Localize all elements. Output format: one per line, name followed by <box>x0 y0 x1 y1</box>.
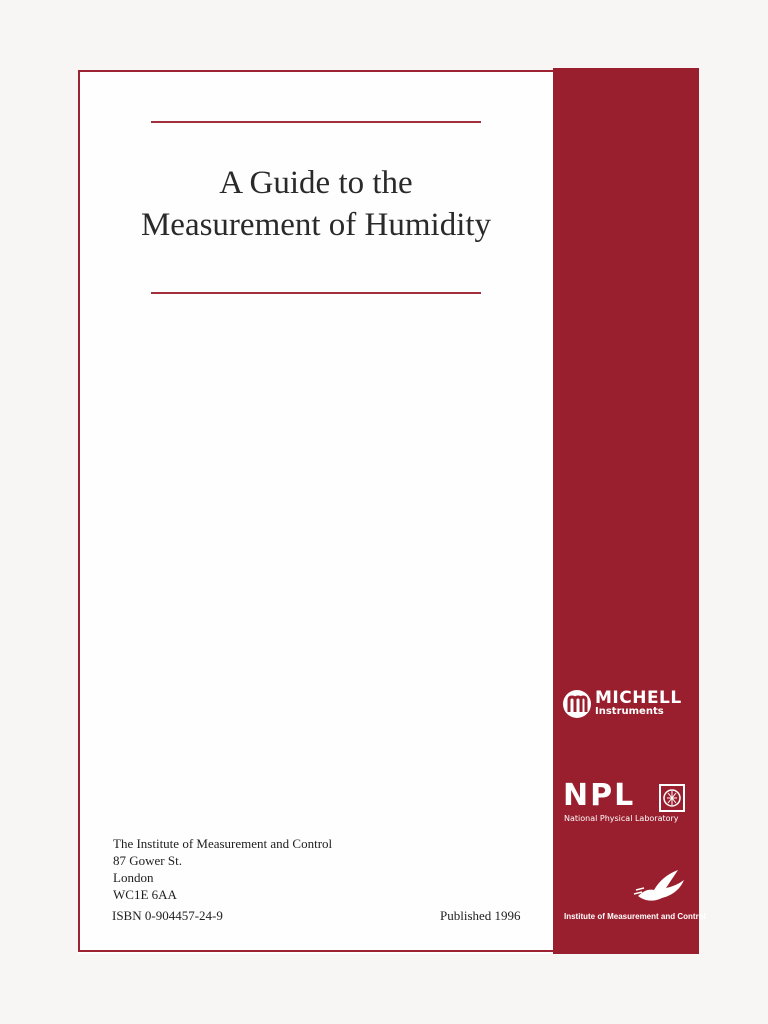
publisher-street: 87 Gower St. <box>113 853 182 868</box>
michell-subtitle: Instruments <box>595 706 664 717</box>
isbn: ISBN 0-904457-24-9 <box>112 908 223 923</box>
title-line-2: Measurement of Humidity <box>140 207 492 243</box>
imc-subtitle: Institute of Measurement and Control <box>564 912 706 921</box>
publisher-address <box>113 835 332 903</box>
npl-logo <box>563 780 693 830</box>
npl-subtitle: National Physical Laboratory <box>564 814 679 823</box>
npl-name: NPL <box>563 778 636 813</box>
page-title <box>90 162 542 246</box>
dove-icon <box>632 866 688 906</box>
publisher-name: The Institute of Measurement and Control <box>113 836 333 851</box>
title-line-1: A Guide to the <box>219 165 413 201</box>
publisher-postcode: WC1E 6AA <box>113 887 177 902</box>
imc-logo <box>560 862 706 926</box>
michell-mark-icon <box>562 689 592 719</box>
crest-icon <box>659 784 685 812</box>
published-date: Published 1996 <box>440 908 521 923</box>
top-rule <box>151 121 481 123</box>
bottom-rule <box>151 292 481 294</box>
michell-name: MICHELL <box>595 688 682 708</box>
michell-logo <box>562 688 694 720</box>
publisher-city: London <box>113 870 154 885</box>
